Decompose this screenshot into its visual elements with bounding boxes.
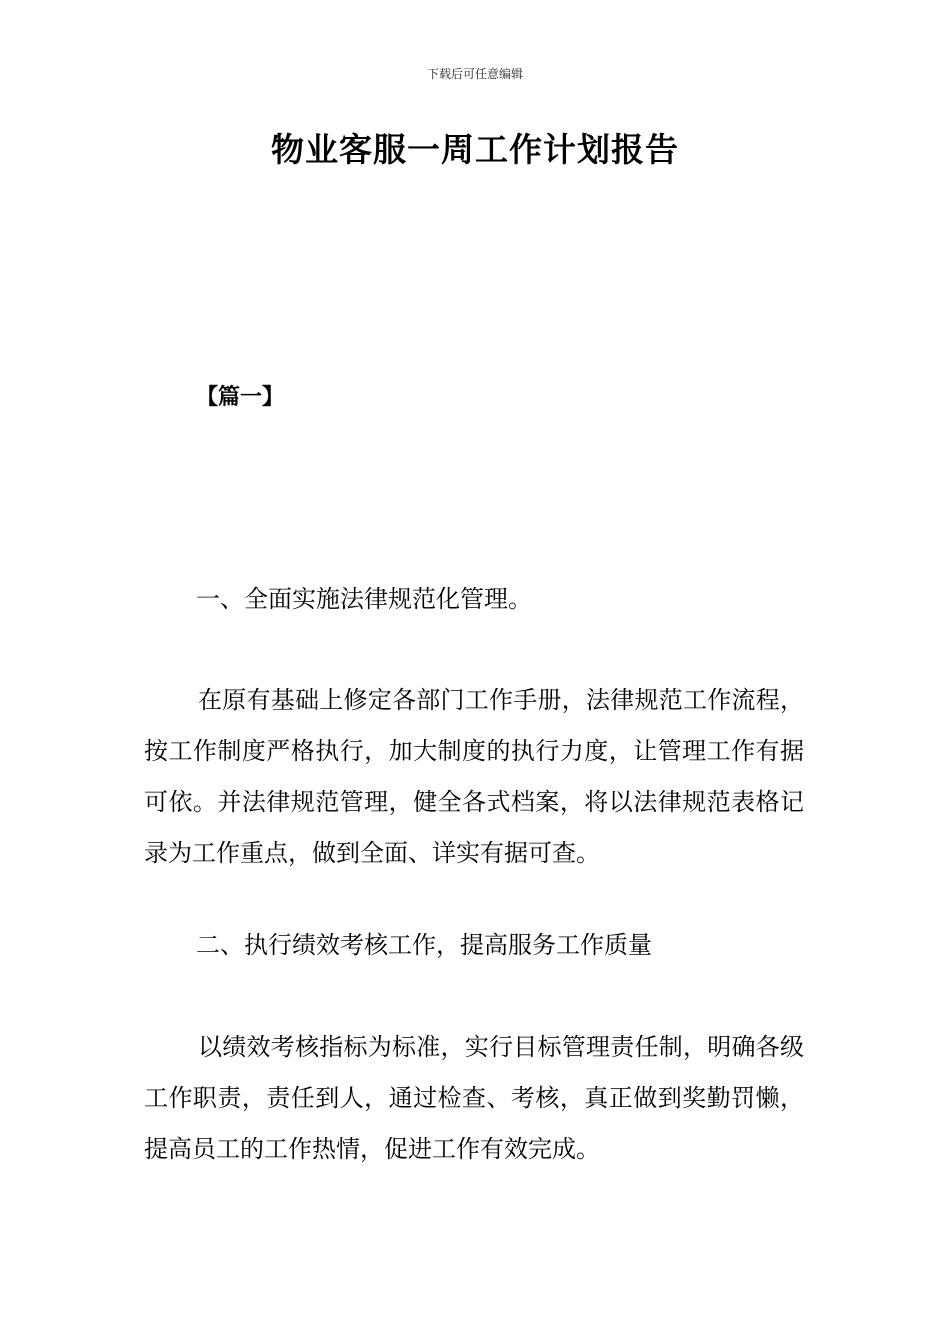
section-body-1: 在原有基础上修定各部门工作手册，法律规范工作流程，按工作制度严格执行，加大制度的执行力度，让管理工作有据可依。并法律规范管理，健全各式档案，将以法律规范表格记录为工作重点，做到全面、详实有据可查。 [144, 686, 804, 867]
header-note: 下载后可任意编辑 [426, 67, 523, 81]
document-title: 物业客服一周工作计划报告 [271, 130, 679, 169]
section-heading-2: 二、执行绩效考核工作，提高服务工作质量 [196, 931, 652, 959]
section-body-2: 以绩效考核指标为标准，实行目标管理责任制，明确各级工作职责，责任到人，通过检查、考核，真正做到奖勤罚懒，提高员工的工作热情，促进工作有效完成。 [144, 1033, 804, 1163]
section-label: 【篇一】 [196, 385, 285, 410]
section-heading-1: 一、全面实施法律规范化管理。 [196, 585, 532, 613]
